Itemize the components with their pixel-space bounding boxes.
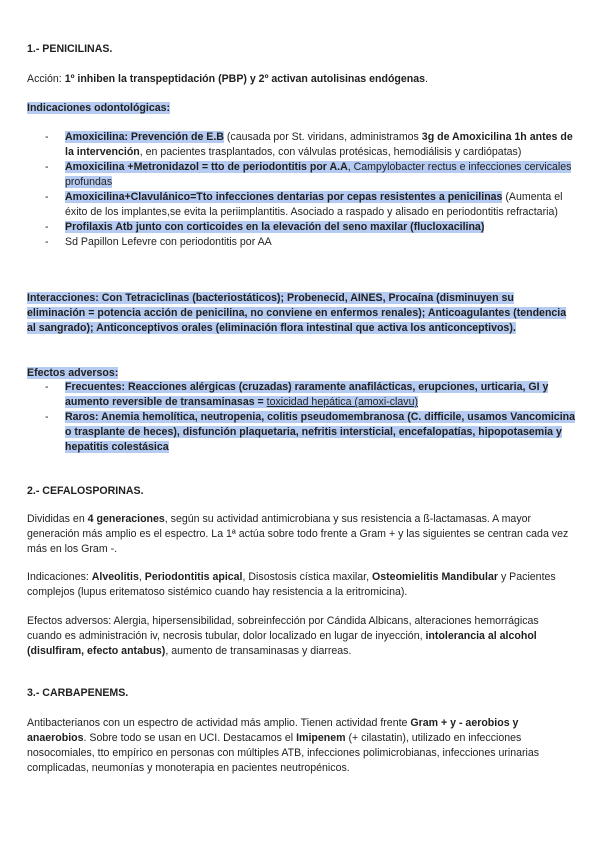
section-3-heading: 3.- CARBAPENEMS. xyxy=(27,687,129,699)
cefalosporinas-paragraph-1: Divididas en 4 generaciones, según su actividad antimicrobiana y sus resistencia a ß-lactamasas. A mayor generación más amplio es el espectro. La 1ª actúa sobre todo frente a Gram + y las siguientes se centran cada vez más en los Gram -. xyxy=(27,513,569,555)
section-1-heading: 1.- PENICILINAS. xyxy=(27,43,113,55)
indicaciones-heading: Indicaciones odontológicas: xyxy=(27,102,171,114)
list-item: - Sd Papillon Lefevre con periodontitis por AA xyxy=(45,236,272,248)
indicaciones-list xyxy=(27,130,575,250)
section-2-heading: 2.- CEFALOSPORINAS. xyxy=(27,485,144,497)
list-item: - Amoxicilina+Clavulánico=Tto infecciones dentarias por cepas resistentes a penicilinas (Aumenta el éxito de los implantes,se evita la periimplantitis. Asociado a raspado y alisado en periodontitis refractaria) xyxy=(45,191,563,218)
interacciones-paragraph: Interacciones: Con Tetraciclinas (bacteriostáticos); Probenecid, AINES, Procaína (disminuyen su eliminación = potencia acción de penicilina, no conviene en enfermos renales); Anticoagulantes (tendencia al sangrado); Anticonceptivos orales (eliminación flora intestinal que activa los anticonceptivos). xyxy=(27,292,567,334)
list-item: - Amoxicilina +Metronidazol = tto de periodontitis por A.A, Campylobacter rectus e infecciones cervicales profundas xyxy=(45,161,572,188)
accion-paragraph: Acción: 1º inhiben la transpeptidación (PBP) y 2º activan autolisinas endógenas. xyxy=(27,73,428,85)
list-item: - Profilaxis Atb junto con corticoides en la elevación del seno maxilar (flucloxacilina) xyxy=(45,221,485,233)
cefalosporinas-paragraph-3: Efectos adversos: Alergia, hipersensibilidad, sobreinfección por Cándida Albicans, alteraciones hemorrágicas cuando es administración iv, necrosis tubular, dolor localizado en lugar de inyección, intolerancia al alcohol (disulfiram, efecto antabus), aumento de transaminasas y diarreas. xyxy=(27,615,539,657)
efectos-heading: Efectos adversos: xyxy=(27,367,119,379)
list-item: - Raros: Anemia hemolítica, neutropenia, colitis pseudomembranosa (C. difficile, usamos Vancomicina o trasplante de heces), disfunción plaquetaria, nefritis intersticial, encefalopatías, hipopotasemia y hepatitis colestásica xyxy=(45,411,575,453)
carbapenems-paragraph: Antibacterianos con un espectro de actividad más amplio. Tienen actividad frente Gram + y - aerobios y anaerobios. Sobre todo se usan en UCI. Destacamos el Imipenem (+ cilastatin), utilizado en infecciones nosocomiales, tto empírico en personas con múltiples ATB, infecciones polimicrobianas, infecciones urinarias complicadas, neumonías y monoterapia en pacientes neutropénicos. xyxy=(27,717,540,774)
cefalosporinas-paragraph-2: Indicaciones: Alveolitis, Periodontitis apical, Disostosis cística maxilar, Osteomielitis Mandibular y Pacientes complejos (lupus eritematoso sistémico cuando hay resistencia a la eritromicina). xyxy=(27,571,556,598)
list-item: - Frecuentes: Reacciones alérgicas (cruzadas) raramente anafilácticas, erupciones, urticaria, GI y aumento reversible de transaminasas = toxicidad hepática (amoxi-clavu) xyxy=(45,381,549,408)
efectos-list xyxy=(27,380,575,455)
list-item: - Amoxicilina: Prevención de E.B (causada por St. viridans, administramos 3g de Amoxicilina 1h antes de la intervención, en pacientes trasplantados, con válvulas protésicas, hemodiálisis y cardiópatas) xyxy=(45,131,573,158)
